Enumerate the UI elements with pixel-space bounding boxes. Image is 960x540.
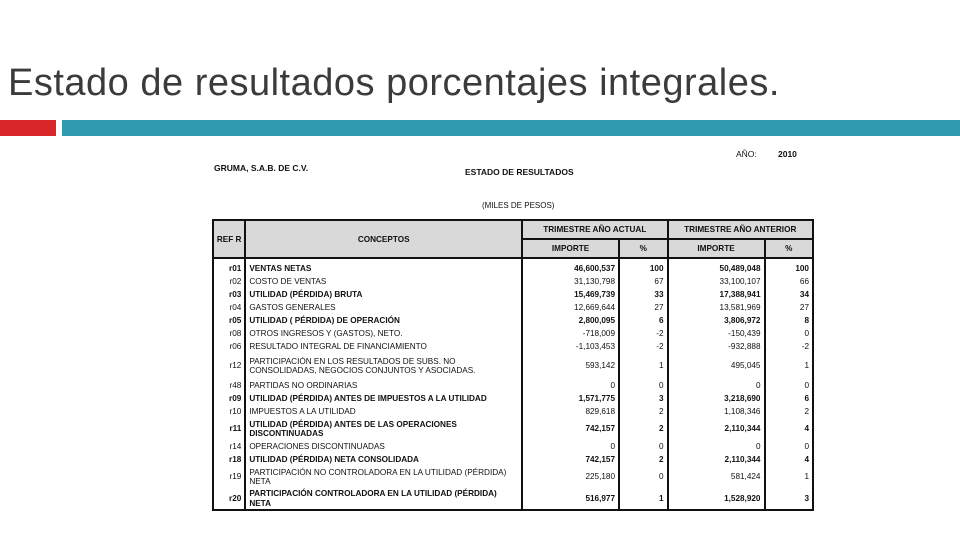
row-pct-previous-cell: 66 — [765, 275, 814, 288]
table-row — [213, 301, 813, 314]
row-pct-current-cell: 3 — [619, 392, 667, 405]
row-ref-cell: r08 — [213, 327, 245, 340]
row-pct-current-cell: 33 — [619, 288, 667, 301]
row-importe-current-cell: 0 — [522, 379, 619, 392]
row-importe-current-cell: 46,600,537 — [522, 258, 619, 275]
row-importe-current-cell: 31,130,798 — [522, 275, 619, 288]
row-pct-previous-cell: 0 — [765, 379, 814, 392]
table-row — [213, 327, 813, 340]
row-pct-current-cell: -2 — [619, 340, 667, 353]
row-importe-current-cell: 1,571,775 — [522, 392, 619, 405]
row-ref-cell: r09 — [213, 392, 245, 405]
row-concept-cell: OPERACIONES DISCONTINUADAS — [245, 440, 522, 453]
row-pct-previous-cell: -2 — [765, 340, 814, 353]
table-row — [213, 488, 813, 510]
row-importe-current-cell: 2,800,095 — [522, 314, 619, 327]
row-pct-current-cell: 2 — [619, 418, 667, 440]
table-row — [213, 418, 813, 440]
row-importe-current-cell: 15,469,739 — [522, 288, 619, 301]
row-importe-previous-cell: 1,108,346 — [668, 405, 765, 418]
row-concept-cell: UTILIDAD ( PÉRDIDA) DE OPERACIÓN — [245, 314, 522, 327]
col-header-ref: REF R — [213, 220, 245, 258]
row-concept-cell: IMPUESTOS A LA UTILIDAD — [245, 405, 522, 418]
row-importe-current-cell: -718,009 — [522, 327, 619, 340]
income-statement-table — [212, 219, 814, 511]
year-value: 2010 — [778, 149, 797, 159]
row-ref-cell: r02 — [213, 275, 245, 288]
table-row — [213, 466, 813, 488]
row-ref-cell: r19 — [213, 466, 245, 488]
row-concept-cell: OTROS INGRESOS Y (GASTOS), NETO. — [245, 327, 522, 340]
row-ref-cell: r05 — [213, 314, 245, 327]
row-importe-previous-cell: 33,100,107 — [668, 275, 765, 288]
row-pct-previous-cell: 2 — [765, 405, 814, 418]
table-row — [213, 353, 813, 379]
row-pct-current-cell: 2 — [619, 453, 667, 466]
row-concept-cell: VENTAS NETAS — [245, 258, 522, 275]
row-ref-cell: r18 — [213, 453, 245, 466]
row-importe-previous-cell: 495,045 — [668, 353, 765, 379]
row-importe-previous-cell: 3,806,972 — [668, 314, 765, 327]
row-importe-current-cell: 0 — [522, 440, 619, 453]
col-header-pct-previous: % — [765, 239, 814, 258]
year-label: AÑO: — [736, 149, 757, 159]
row-pct-previous-cell: 6 — [765, 392, 814, 405]
slide-title: Estado de resultados porcentajes integrales. — [8, 62, 780, 104]
row-pct-current-cell: 0 — [619, 466, 667, 488]
accent-bar-teal — [62, 120, 960, 136]
row-pct-current-cell: 6 — [619, 314, 667, 327]
row-importe-previous-cell: 0 — [668, 440, 765, 453]
row-concept-cell: PARTICIPACIÓN CONTROLADORA EN LA UTILIDAD (PÉRDIDA) NETA — [245, 488, 522, 510]
row-concept-cell: UTILIDAD (PÉRDIDA) BRUTA — [245, 288, 522, 301]
row-pct-previous-cell: 1 — [765, 466, 814, 488]
units-label: (MILES DE PESOS) — [482, 201, 555, 210]
row-pct-previous-cell: 8 — [765, 314, 814, 327]
row-importe-previous-cell: 2,110,344 — [668, 418, 765, 440]
table-row — [213, 405, 813, 418]
row-pct-previous-cell: 1 — [765, 353, 814, 379]
table-row — [213, 314, 813, 327]
row-pct-current-cell: 0 — [619, 440, 667, 453]
row-importe-previous-cell: 0 — [668, 379, 765, 392]
row-importe-previous-cell: 3,218,690 — [668, 392, 765, 405]
row-ref-cell: r04 — [213, 301, 245, 314]
table-row — [213, 288, 813, 301]
row-pct-previous-cell: 100 — [765, 258, 814, 275]
accent-bar-red — [0, 120, 56, 136]
col-header-importe-current: IMPORTE — [522, 239, 619, 258]
row-importe-current-cell: 829,618 — [522, 405, 619, 418]
row-concept-cell: RESULTADO INTEGRAL DE FINANCIAMIENTO — [245, 340, 522, 353]
col-header-previous-quarter: TRIMESTRE AÑO ANTERIOR — [668, 220, 813, 239]
row-pct-previous-cell: 3 — [765, 488, 814, 510]
row-importe-previous-cell: -150,439 — [668, 327, 765, 340]
row-pct-previous-cell: 4 — [765, 453, 814, 466]
table-row — [213, 392, 813, 405]
row-pct-previous-cell: 27 — [765, 301, 814, 314]
row-concept-cell: UTILIDAD (PÉRDIDA) NETA CONSOLIDADA — [245, 453, 522, 466]
row-importe-current-cell: 516,977 — [522, 488, 619, 510]
row-pct-previous-cell: 0 — [765, 440, 814, 453]
col-header-importe-previous: IMPORTE — [668, 239, 765, 258]
row-pct-current-cell: 27 — [619, 301, 667, 314]
row-ref-cell: r12 — [213, 353, 245, 379]
row-importe-current-cell: 225,180 — [522, 466, 619, 488]
row-pct-previous-cell: 0 — [765, 327, 814, 340]
row-pct-current-cell: 1 — [619, 353, 667, 379]
row-importe-current-cell: 12,669,644 — [522, 301, 619, 314]
row-concept-cell: PARTIDAS NO ORDINARIAS — [245, 379, 522, 392]
row-concept-cell: PARTICIPACIÓN NO CONTROLADORA EN LA UTILIDAD (PÉRDIDA) NETA — [245, 466, 522, 488]
row-concept-cell: COSTO DE VENTAS — [245, 275, 522, 288]
row-concept-cell: GASTOS GENERALES — [245, 301, 522, 314]
row-importe-previous-cell: 50,489,048 — [668, 258, 765, 275]
table-row — [213, 258, 813, 275]
col-header-current-quarter: TRIMESTRE AÑO ACTUAL — [522, 220, 667, 239]
row-concept-cell: UTILIDAD (PÉRDIDA) ANTES DE IMPUESTOS A LA UTILIDAD — [245, 392, 522, 405]
row-pct-current-cell: -2 — [619, 327, 667, 340]
row-importe-previous-cell: 13,581,969 — [668, 301, 765, 314]
row-ref-cell: r01 — [213, 258, 245, 275]
row-importe-previous-cell: 2,110,344 — [668, 453, 765, 466]
row-importe-current-cell: 593,142 — [522, 353, 619, 379]
row-ref-cell: r03 — [213, 288, 245, 301]
row-pct-current-cell: 1 — [619, 488, 667, 510]
row-ref-cell: r10 — [213, 405, 245, 418]
row-importe-previous-cell: 1,528,920 — [668, 488, 765, 510]
row-concept-cell: UTILIDAD (PÉRDIDA) ANTES DE LAS OPERACIONES DISCONTINUADAS — [245, 418, 522, 440]
income-statement-document — [212, 146, 816, 540]
table-row — [213, 440, 813, 453]
row-importe-previous-cell: 17,388,941 — [668, 288, 765, 301]
row-pct-previous-cell: 4 — [765, 418, 814, 440]
row-importe-previous-cell: 581,424 — [668, 466, 765, 488]
row-importe-previous-cell: -932,888 — [668, 340, 765, 353]
row-pct-current-cell: 0 — [619, 379, 667, 392]
row-importe-current-cell: 742,157 — [522, 418, 619, 440]
row-importe-current-cell: 742,157 — [522, 453, 619, 466]
table-row — [213, 453, 813, 466]
row-ref-cell: r20 — [213, 488, 245, 510]
col-header-pct-current: % — [619, 239, 667, 258]
col-header-concepts: CONCEPTOS — [245, 220, 522, 258]
row-pct-current-cell: 67 — [619, 275, 667, 288]
row-pct-previous-cell: 34 — [765, 288, 814, 301]
row-concept-cell: PARTICIPACIÓN EN LOS RESULTADOS DE SUBS. NO CONSOLIDADAS, NEGOCIOS CONJUNTOS Y ASOCIADAS. — [245, 353, 522, 379]
row-ref-cell: r06 — [213, 340, 245, 353]
table-row — [213, 340, 813, 353]
row-pct-current-cell: 100 — [619, 258, 667, 275]
row-ref-cell: r48 — [213, 379, 245, 392]
table-row — [213, 275, 813, 288]
table-row — [213, 379, 813, 392]
row-ref-cell: r14 — [213, 440, 245, 453]
company-name: GRUMA, S.A.B. DE C.V. — [214, 163, 309, 173]
row-pct-current-cell: 2 — [619, 405, 667, 418]
row-importe-current-cell: -1,103,453 — [522, 340, 619, 353]
row-ref-cell: r11 — [213, 418, 245, 440]
statement-title: ESTADO DE RESULTADOS — [465, 167, 574, 177]
